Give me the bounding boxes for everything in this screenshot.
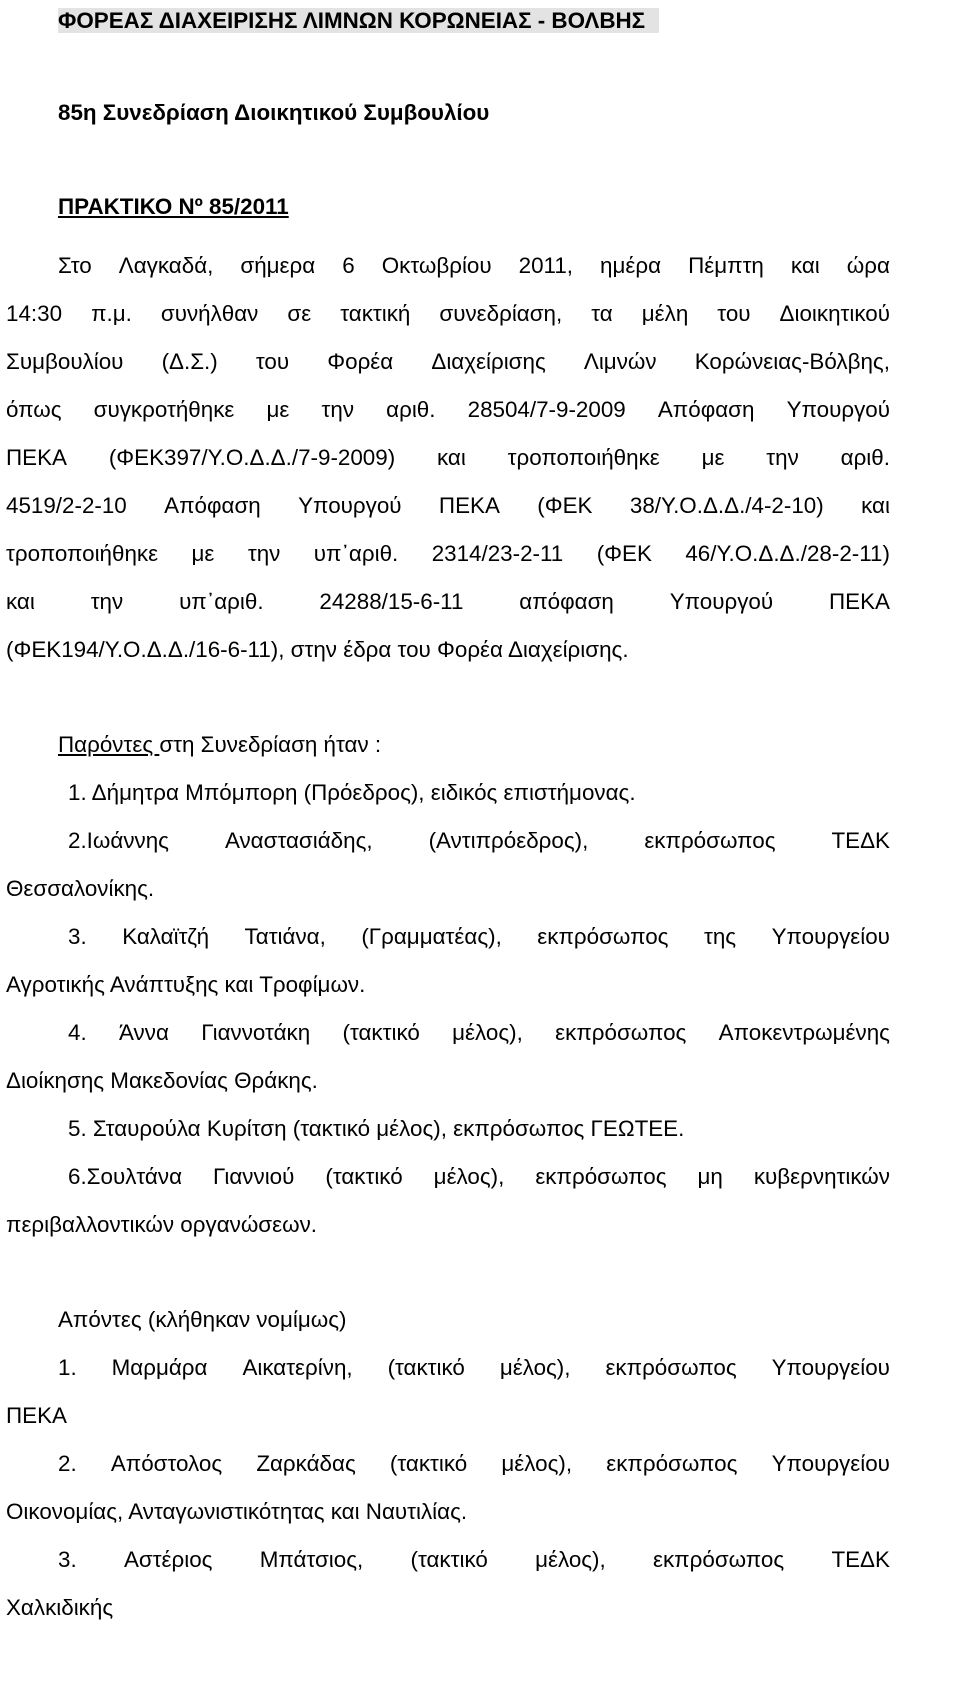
word: Λιμνών bbox=[583, 349, 657, 374]
word: σήμερα bbox=[240, 253, 316, 278]
present-member-6-line-2: περιβαλλοντικών οργανώσεων. bbox=[6, 1212, 318, 1237]
word: εκπρόσωπος bbox=[535, 1164, 667, 1189]
intro-line-2 bbox=[6, 299, 890, 329]
word: ημέρα bbox=[600, 253, 662, 278]
word: Άννα bbox=[119, 1020, 169, 1045]
word: Υπουργείου bbox=[771, 924, 890, 949]
word: 4. bbox=[68, 1020, 87, 1045]
word: (τακτικό bbox=[410, 1547, 488, 1572]
absent-member-2-line-2: Οικονομίας, Ανταγωνιστικότητας και Ναυτιλίας. bbox=[6, 1499, 468, 1524]
word: την bbox=[766, 445, 799, 470]
word: εκπρόσωπος bbox=[644, 828, 776, 853]
present-member-3-line-2: Αγροτικής Ανάπτυξης και Τροφίμων. bbox=[6, 972, 366, 997]
word: Φορέα bbox=[327, 349, 394, 374]
intro-line-1 bbox=[58, 251, 890, 281]
word: Διαχείρισης bbox=[431, 349, 546, 374]
word: εκπρόσωπος bbox=[653, 1547, 785, 1572]
word: π.μ. bbox=[91, 301, 132, 326]
word: Υπουργείου bbox=[771, 1451, 890, 1476]
present-member-2-line-1 bbox=[68, 826, 890, 856]
word: (τακτικό bbox=[389, 1451, 468, 1476]
absent-member-1-line-2: ΠΕΚΑ bbox=[6, 1403, 67, 1428]
word: Καλαϊτζή bbox=[122, 924, 210, 949]
intro-line-4 bbox=[6, 395, 890, 425]
absent-member-1-line-1 bbox=[58, 1353, 890, 1383]
word: υπ᾽αριθ. bbox=[313, 541, 399, 566]
word: του bbox=[717, 301, 751, 326]
word: 2.Ιωάννης bbox=[68, 828, 169, 853]
word: με bbox=[191, 541, 215, 566]
word: 6.Σουλτάνα bbox=[68, 1164, 183, 1189]
word: ΠΕΚΑ bbox=[828, 589, 890, 614]
word: απόφαση bbox=[519, 589, 614, 614]
organization-title: ΦΟΡΕΑΣ ΔΙΑΧΕΙΡΙΣΗΣ ΛΙΜΝΩΝ ΚΟΡΩΝΕΙΑΣ - ΒΟΛΒΗΣ bbox=[58, 6, 659, 36]
word: της bbox=[703, 924, 737, 949]
word: 38/Υ.Ο.Δ.Δ./4-2-10) bbox=[629, 493, 824, 518]
word: αριθ. bbox=[840, 445, 890, 470]
present-member-1: 1. Δήμητρα Μπόμπορη (Πρόεδρος), ειδικός επιστήμονας. bbox=[68, 780, 636, 805]
intro-line-6 bbox=[6, 491, 890, 521]
present-member-6-line-1 bbox=[68, 1162, 890, 1192]
word: ΤΕΔΚ bbox=[831, 828, 890, 853]
word: Αστέριος bbox=[123, 1547, 213, 1572]
word: Μαρμάρα bbox=[111, 1355, 208, 1380]
word: μέλος), bbox=[433, 1164, 505, 1189]
word: Απόφαση bbox=[657, 397, 755, 422]
word: 2011, bbox=[518, 253, 574, 278]
word: ΠΕΚΑ bbox=[438, 493, 500, 518]
word: 1. bbox=[58, 1355, 77, 1380]
word: συνήλθαν bbox=[160, 301, 259, 326]
present-member-4-line-1 bbox=[68, 1018, 890, 1048]
word: (τακτικό bbox=[342, 1020, 420, 1045]
word: 3. bbox=[58, 1547, 77, 1572]
word: και bbox=[861, 493, 890, 518]
present-member-4-line-2: Διοίκησης Μακεδονίας Θράκης. bbox=[6, 1068, 318, 1093]
word: μέλη bbox=[641, 301, 689, 326]
word: τροποποιήθηκε bbox=[507, 445, 660, 470]
present-member-2-line-2: Θεσσαλονίκης. bbox=[6, 876, 155, 901]
present-member-5: 5. Σταυρούλα Κυρίτση (τακτικό μέλος), εκπρόσωπος ΓΕΩΤΕΕ. bbox=[68, 1116, 685, 1141]
word: Στο bbox=[58, 253, 92, 278]
word: τακτική bbox=[340, 301, 411, 326]
absent-heading: Απόντες (κλήθηκαν νομίμως) bbox=[58, 1307, 347, 1332]
word: Συμβουλίου bbox=[6, 349, 124, 374]
intro-line-8 bbox=[6, 587, 890, 617]
word: 14:30 bbox=[6, 301, 63, 326]
word: του bbox=[255, 349, 290, 374]
word: Απόφαση bbox=[164, 493, 261, 518]
word: Μπάτσιος, bbox=[259, 1547, 364, 1572]
intro-line-9: (ΦΕΚ194/Υ.Ο.Δ.Δ./16-6-11), στην έδρα του Φορέα Διαχείρισης. bbox=[6, 637, 629, 662]
word: την bbox=[321, 397, 355, 422]
word: ΠΕΚΑ bbox=[6, 445, 67, 470]
word: 3. bbox=[68, 924, 87, 949]
word: ώρα bbox=[846, 253, 890, 278]
word: συγκροτήθηκε bbox=[93, 397, 235, 422]
word: Υπουργού bbox=[669, 589, 774, 614]
word: συνεδρίαση, bbox=[439, 301, 563, 326]
word: Κορώνειας-Βόλβης, bbox=[694, 349, 890, 374]
word: Τατιάνα, bbox=[244, 924, 326, 949]
word: υπ᾽αριθ. bbox=[179, 589, 264, 614]
word: με bbox=[266, 397, 290, 422]
word: Αικατερίνη, bbox=[242, 1355, 353, 1380]
word: τροποποιήθηκε bbox=[6, 541, 159, 566]
word: Πέμπτη bbox=[688, 253, 764, 278]
word: και bbox=[790, 253, 820, 278]
word: εκπρόσωπος bbox=[537, 924, 669, 949]
word: εκπρόσωπος bbox=[606, 1451, 738, 1476]
word: Διοικητικού bbox=[779, 301, 890, 326]
minutes-title: ΠΡΑΚΤΙΚΟ Νº 85/2011 bbox=[58, 194, 289, 219]
session-title: 85η Συνεδρίαση Διοικητικού Συμβουλίου bbox=[58, 100, 490, 125]
word: (ΦΕΚ bbox=[537, 493, 593, 518]
word: Υπουργού bbox=[786, 397, 890, 422]
word: Λαγκαδά, bbox=[118, 253, 214, 278]
absent-member-2-line-1 bbox=[58, 1449, 890, 1479]
word: και bbox=[437, 445, 466, 470]
word: εκπρόσωπος bbox=[555, 1020, 687, 1045]
word: 24288/15-6-11 bbox=[319, 589, 464, 614]
word: (τακτικό bbox=[325, 1164, 403, 1189]
intro-line-5 bbox=[6, 443, 890, 473]
word: 2314/23-2-11 bbox=[431, 541, 564, 566]
absent-member-3-line-1 bbox=[58, 1545, 890, 1575]
word: σε bbox=[287, 301, 312, 326]
word: (Δ.Σ.) bbox=[161, 349, 218, 374]
word: τα bbox=[591, 301, 613, 326]
word: Αποκεντρωμένης bbox=[718, 1020, 890, 1045]
word: Υπουργείου bbox=[771, 1355, 890, 1380]
word: αριθ. bbox=[386, 397, 436, 422]
word: Γιαννοτάκη bbox=[201, 1020, 311, 1045]
present-heading: Παρόντες στη Συνεδρίαση ήταν : bbox=[58, 732, 382, 757]
word: εκπρόσωπος bbox=[605, 1355, 737, 1380]
word: (Αντιπρόεδρος), bbox=[428, 828, 589, 853]
word: 46/Υ.Ο.Δ.Δ./28-2-11) bbox=[685, 541, 890, 566]
word: κυβερνητικών bbox=[753, 1164, 890, 1189]
word: μη bbox=[697, 1164, 723, 1189]
word: (τακτικό bbox=[387, 1355, 465, 1380]
word: (ΦΕΚ bbox=[596, 541, 652, 566]
word: και bbox=[6, 589, 35, 614]
word: την bbox=[247, 541, 281, 566]
word: 28504/7-9-2009 bbox=[467, 397, 626, 422]
word: 4519/2-2-10 bbox=[6, 493, 127, 518]
word: Υπουργού bbox=[298, 493, 402, 518]
word: Γιαννιού bbox=[213, 1164, 295, 1189]
word: 6 bbox=[342, 253, 355, 278]
present-member-3-line-1 bbox=[68, 922, 890, 952]
word: Αναστασιάδης, bbox=[224, 828, 373, 853]
word: μέλος), bbox=[535, 1547, 606, 1572]
word: όπως bbox=[6, 397, 62, 422]
word: Ζαρκάδας bbox=[256, 1451, 356, 1476]
word: μέλος), bbox=[452, 1020, 523, 1045]
word: (ΦΕΚ397/Υ.Ο.Δ.Δ./7-9-2009) bbox=[108, 445, 396, 470]
word: μέλος), bbox=[501, 1451, 573, 1476]
word: (Γραμματέας), bbox=[361, 924, 502, 949]
word: μέλος), bbox=[499, 1355, 571, 1380]
word: ΤΕΔΚ bbox=[831, 1547, 890, 1572]
intro-line-3 bbox=[6, 347, 890, 377]
word: με bbox=[701, 445, 725, 470]
word: την bbox=[90, 589, 124, 614]
word: 2. bbox=[58, 1451, 77, 1476]
absent-member-3-line-2: Χαλκιδικής bbox=[6, 1595, 114, 1620]
word: Οκτωβρίου bbox=[381, 253, 492, 278]
word: Απόστολος bbox=[110, 1451, 223, 1476]
intro-line-7 bbox=[6, 539, 890, 569]
